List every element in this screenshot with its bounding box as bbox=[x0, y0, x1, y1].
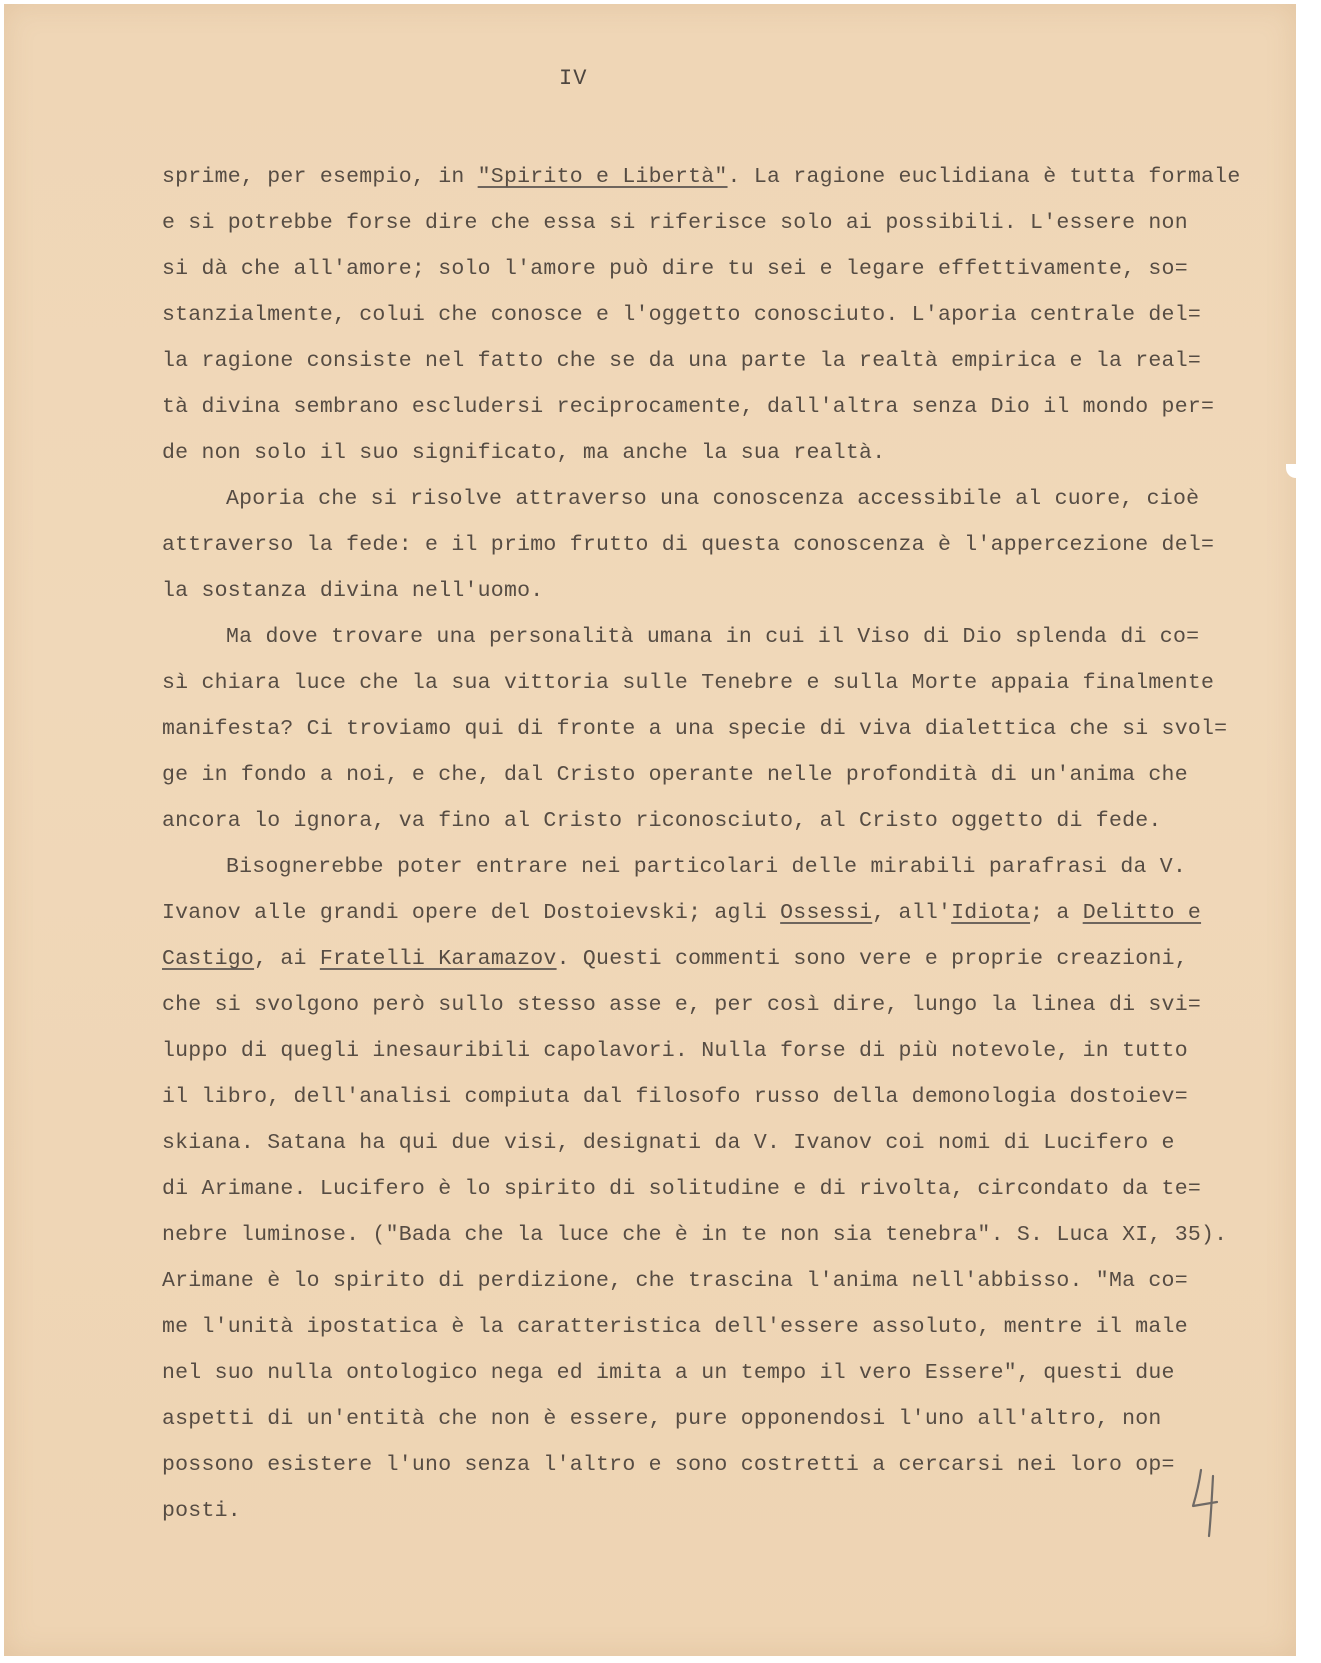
paragraph-3-line-1: Ma dove trovare una personalità umana in cui il Viso di Dio splenda di co= bbox=[226, 625, 1200, 649]
book-title-ossessi: Ossessi bbox=[780, 901, 873, 925]
paragraph-3-line-5: ancora lo ignora, va fino al Cristo riconosciuto, al Cristo oggetto di fede. bbox=[162, 809, 1162, 833]
paragraph-1-line-1 bbox=[162, 154, 1252, 200]
book-title-castigo: Castigo bbox=[162, 947, 255, 971]
paragraph-4-line-1: Bisognerebbe poter entrare nei particolari delle mirabili parafrasi da V. bbox=[226, 855, 1187, 879]
paragraph-1-line-4: stanzialmente, colui che conosce e l'oggetto conosciuto. L'aporia centrale del= bbox=[162, 303, 1202, 327]
typewritten-page bbox=[4, 4, 1296, 1656]
book-title-delitto: Delitto e bbox=[1082, 901, 1202, 925]
paragraph-4-line-4: che si svolgono però sullo stesso asse e, per così dire, lungo la linea di svi= bbox=[162, 993, 1202, 1017]
paragraph-4-line-2 bbox=[162, 890, 1252, 936]
book-title-spirito-e-liberta: "Spirito e Libertà" bbox=[477, 165, 728, 189]
paragraph-4-line-14: possono esistere l'uno senza l'altro e sono costretti a cercarsi nei loro op= bbox=[162, 1453, 1175, 1477]
text-segment: , all' bbox=[872, 901, 952, 925]
paragraph-3-line-2: sì chiara luce che la sua vittoria sulle Tenebre e sulla Morte appaia finalmente bbox=[162, 671, 1215, 695]
text-segment: , ai bbox=[254, 947, 320, 971]
text-segment: sprime, per esempio, in bbox=[162, 165, 478, 189]
paragraph-4-line-3 bbox=[162, 936, 1252, 982]
paragraph-2-line-2: attraverso la fede: e il primo frutto di questa conoscenza è l'appercezione del= bbox=[162, 533, 1215, 557]
paragraph-4-line-8: di Arimane. Lucifero è lo spirito di solitudine e di rivolta, circondato da te= bbox=[162, 1177, 1202, 1201]
paragraph-4-line-7: skiana. Satana ha qui due visi, designati da V. Ivanov coi nomi di Lucifero e bbox=[162, 1131, 1175, 1155]
paragraph-2-line-3: la sostanza divina nell'uomo. bbox=[162, 579, 544, 603]
paragraph-4-line-12: nel suo nulla ontologico nega ed imita a un tempo il vero Essere", questi due bbox=[162, 1361, 1175, 1385]
paragraph-2-line-1: Aporia che si risolve attraverso una conoscenza accessibile al cuore, cioè bbox=[226, 487, 1200, 511]
paragraph-1-line-7: de non solo il suo significato, ma anche la sua realtà. bbox=[162, 441, 886, 465]
paragraph-1-line-6: tà divina sembrano escludersi reciprocamente, dall'altra senza Dio il mondo per= bbox=[162, 395, 1215, 419]
body-text bbox=[162, 154, 1252, 1534]
paragraph-4-line-5: luppo di quegli inesauribili capolavori. Nulla forse di più notevole, in tutto bbox=[162, 1039, 1188, 1063]
paragraph-1-line-3: si dà che all'amore; solo l'amore può dire tu sei e legare effettivamente, so= bbox=[162, 257, 1188, 281]
text-segment: . La ragione euclidiana è tutta formale bbox=[727, 165, 1241, 189]
paper-edge-nick bbox=[1286, 464, 1296, 478]
paragraph-4-line-11: me l'unità ipostatica è la caratteristica dell'essere assoluto, mentre il male bbox=[162, 1315, 1188, 1339]
paragraph-4-line-6: il libro, dell'analisi compiuta dal filosofo russo della demonologia dostoiev= bbox=[162, 1085, 1188, 1109]
paragraph-4-line-9: nebre luminose. ("Bada che la luce che è in te non sia tenebra". S. Luca XI, 35). bbox=[162, 1223, 1228, 1247]
paragraph-3-line-3: manifesta? Ci troviamo qui di fronte a una specie di viva dialettica che si svol= bbox=[162, 717, 1228, 741]
paragraph-3-line-4: ge in fondo a noi, e che, dal Cristo operante nelle profondità di un'anima che bbox=[162, 763, 1188, 787]
book-title-fratelli-karamazov: Fratelli Karamazov bbox=[319, 947, 557, 971]
paragraph-4-line-15: posti. bbox=[162, 1499, 241, 1523]
paragraph-4-line-10: Arimane è lo spirito di perdizione, che trascina l'anima nell'abbisso. "Ma co= bbox=[162, 1269, 1188, 1293]
text-segment: ; a bbox=[1030, 901, 1083, 925]
page-number: IV bbox=[559, 66, 588, 91]
paragraph-1-line-5: la ragione consiste nel fatto che se da una parte la realtà empirica e la real= bbox=[162, 349, 1202, 373]
handwritten-page-number bbox=[1187, 1462, 1227, 1542]
paragraph-4-line-13: aspetti di un'entità che non è essere, pure opponendosi l'uno all'altro, non bbox=[162, 1407, 1162, 1431]
text-segment: . Questi commenti sono vere e proprie creazioni, bbox=[556, 947, 1188, 971]
text-segment: Ivanov alle grandi opere del Dostoievski; agli bbox=[162, 901, 781, 925]
paragraph-1-line-2: e si potrebbe forse dire che essa si riferisce solo ai possibili. L'essere non bbox=[162, 211, 1188, 235]
book-title-idiota: Idiota bbox=[951, 901, 1031, 925]
